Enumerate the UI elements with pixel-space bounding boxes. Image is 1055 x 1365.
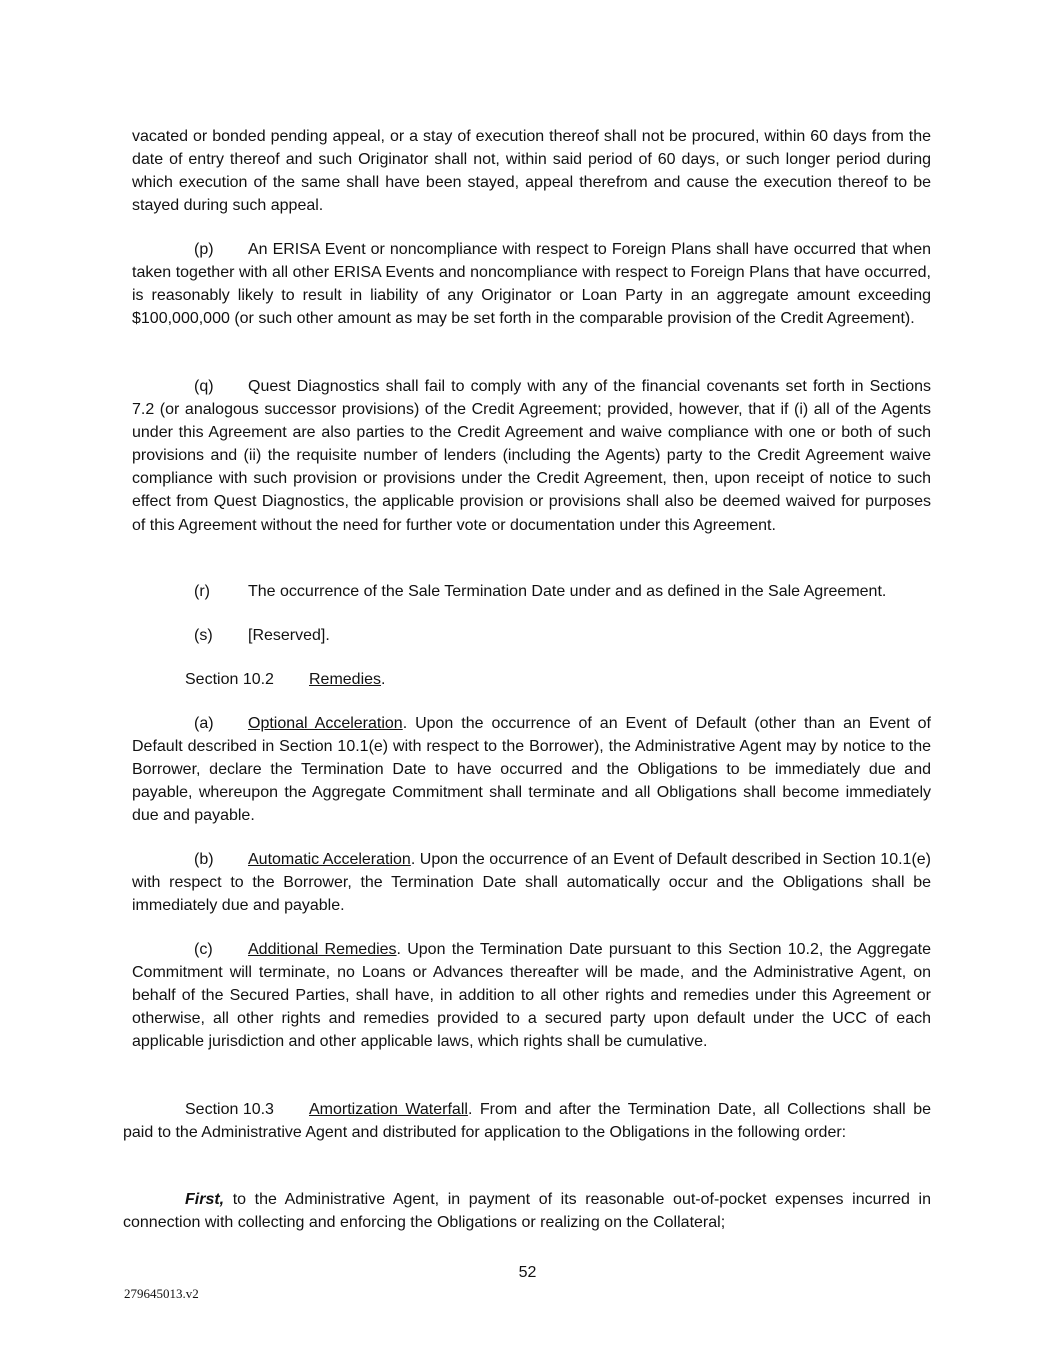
paragraph-text: . Upon the Termination Date pursuant to this Section 10.2, the Aggregate Commitment will terminate, no Loans or Advances thereafter will be made, and the Administrative Agent, on behalf of the Secured Parties, shall have, in addition to all other rights and remedies under this Agreement or otherwise, all other rights and remedies provided to a secured party upon default under the UCC of each applicable jurisdiction and other applicable laws, which rights shall be cumulative.: [132, 941, 932, 1051]
section-title: Amortization Waterfall: [309, 1101, 468, 1118]
paragraph-text: to the Administrative Agent, in payment of its reasonable out-of-pocket expenses incurred in connection with collecting and enforcing the Obligations or realizing on the Collateral;: [123, 1191, 931, 1232]
paragraph-c: [132, 938, 931, 1053]
document-id: 279645013.v2: [124, 1286, 199, 1301]
section-10-3: [123, 1098, 931, 1144]
clause-label: (c): [194, 941, 213, 958]
clause-label: (q): [194, 378, 214, 395]
paragraph-p: [132, 238, 931, 330]
clause-title: Optional Acceleration: [248, 715, 403, 732]
ordinal-lead: First,: [185, 1191, 225, 1208]
paragraph-a: [132, 712, 931, 827]
section-10-2-heading: [132, 668, 931, 691]
paragraph-text: . From and after the Termination Date, all Collections shall be paid to the Administrative Agent and distributed for application to the Obligations in the following order:: [123, 1101, 931, 1142]
clause-label: (b): [194, 851, 214, 868]
section-number: Section 10.3: [185, 1101, 274, 1118]
paragraph-text: . Upon the occurrence of an Event of Default (other than an Event of Default described in Section 10.1(e) with respect to the Borrower), the Administrative Agent may by notice to the Borrower, declare the Termination Date to have occurred and the Obligations to be immediately due and payable, whereupon the Aggregate Commitment shall terminate and all Obligations shall become immediately due and payable.: [132, 715, 932, 825]
paragraph-text: Quest Diagnostics shall fail to comply with any of the financial covenants set forth in Sections 7.2 (or analogous successor provisions) of the Credit Agreement; provided, however, that if (i) all of the Agents under this Agreement are also parties to the Credit Agreement and waive compliance with one or both of such provisions and (ii) the requisite number of lenders (including the Agents) party to the Credit Agreement waive compliance with such provision or provisions under the Credit Agreement, then, upon receipt of notice to such effect from Quest Diagnostics, the applicable provision or provisions shall also be deemed waived for purposes of this Agreement without the need for further vote or documentation under this Agreement.: [132, 378, 931, 534]
paragraph-text: The occurrence of the Sale Termination Date under and as defined in the Sale Agreement.: [248, 583, 887, 600]
clause-label: (s): [194, 627, 213, 644]
paragraph-text: [Reserved].: [248, 627, 330, 644]
clause-label: (r): [194, 583, 210, 600]
paragraph-text: An ERISA Event or noncompliance with respect to Foreign Plans shall have occurred that when taken together with all other ERISA Events and noncompliance with respect to Foreign Plans that have occurred, is reasonably likely to result in liability of any Originator or Loan Party in an aggregate amount exceeding $100,000,000 (or such other amount as may be set forth in the comparable provision of the Credit Agreement).: [132, 241, 931, 328]
clause-title: Additional Remedies: [248, 941, 397, 958]
paragraph-r: [132, 580, 931, 603]
paragraph-first: [123, 1188, 931, 1234]
paragraph-text: . Upon the occurrence of an Event of Default described in Section 10.1(e) with respect to the Borrower, the Termination Date shall automatically occur and the Obligations shall be immediately due and payable.: [132, 851, 932, 915]
section-suffix: .: [381, 671, 386, 688]
paragraph-q: [132, 375, 931, 537]
section-number: Section 10.2: [185, 671, 274, 688]
section-title: Remedies: [309, 671, 382, 688]
paragraph-s: [132, 624, 931, 647]
page-number: 52: [518, 1264, 537, 1281]
paragraph-o-continued: [132, 125, 931, 217]
paragraph-text: vacated or bonded pending appeal, or a stay of execution thereof shall not be procured, within 60 days from the date of entry thereof and such Originator shall not, within said period of 60 days, or such longer period during which execution of the same shall have been stayed, appeal therefrom and cause the execution thereof to be stayed during such appeal.: [132, 128, 931, 215]
clause-label: (p): [194, 241, 214, 258]
clause-label: (a): [194, 715, 214, 732]
paragraph-b: [132, 848, 931, 917]
clause-title: Automatic Acceleration: [248, 851, 411, 868]
